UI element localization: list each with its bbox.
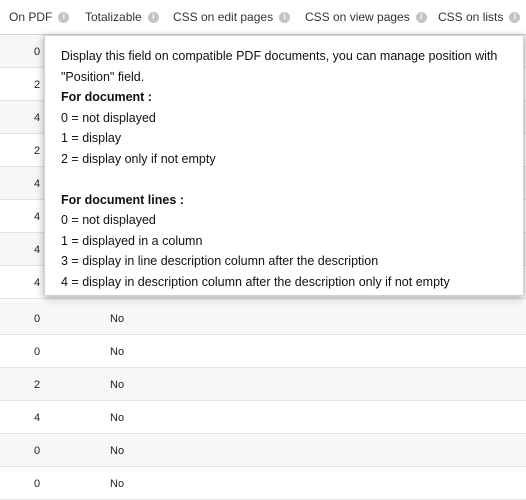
info-icon[interactable]: i xyxy=(58,12,69,23)
on-pdf-value: 0 xyxy=(34,444,41,457)
header-totalizable[interactable] xyxy=(85,0,159,34)
tooltip-document-item: 2 = display only if not empty xyxy=(61,151,216,166)
tooltip-document-item: 0 = not displayed xyxy=(61,110,156,125)
tooltip-document-item: 1 = display xyxy=(61,131,122,145)
header-on-pdf[interactable] xyxy=(9,0,69,34)
on-pdf-value: 4 xyxy=(34,177,41,190)
on-pdf-value: 0 xyxy=(34,45,41,58)
on-pdf-value: 4 xyxy=(34,210,41,223)
info-icon[interactable]: i xyxy=(509,12,520,23)
on-pdf-value: 4 xyxy=(34,111,41,124)
table-row xyxy=(0,302,526,335)
tooltip-lines-item: 3 = display in line description column after the description xyxy=(61,254,379,268)
header-css-edit[interactable] xyxy=(173,0,290,34)
tooltip-document-heading: For document : xyxy=(61,90,152,104)
totalizable-value: No xyxy=(110,378,125,391)
totalizable-value: No xyxy=(110,444,125,457)
tooltip-lines-heading: For document lines : xyxy=(61,192,184,207)
tooltip-intro: Display this field on compatible PDF documents, you can manage position with "Position" field. xyxy=(61,49,498,84)
table-header xyxy=(0,0,526,35)
tooltip-lines-item: 4 = display in description column after the description only if not empty xyxy=(61,274,450,289)
on-pdf-value: 4 xyxy=(34,243,41,256)
on-pdf-value: 2 xyxy=(34,78,41,91)
totalizable-value: No xyxy=(110,345,125,358)
header-css-lists[interactable] xyxy=(438,0,520,34)
totalizable-value: No xyxy=(110,477,125,490)
table-row xyxy=(0,467,526,500)
table-row xyxy=(0,434,526,467)
on-pdf-value: 0 xyxy=(34,477,41,490)
header-css-view-label: CSS on view pages xyxy=(305,10,410,24)
on-pdf-value: 4 xyxy=(34,411,41,424)
table-row xyxy=(0,368,526,401)
on-pdf-value: 2 xyxy=(34,378,41,391)
totalizable-value: No xyxy=(110,312,125,325)
header-css-view[interactable] xyxy=(305,0,427,34)
tooltip-lines-item: 1 = displayed in a column xyxy=(61,233,203,248)
on-pdf-value: 2 xyxy=(34,144,41,157)
on-pdf-value: 4 xyxy=(34,276,41,289)
table-row xyxy=(0,335,526,368)
info-icon[interactable]: i xyxy=(416,12,427,23)
info-icon[interactable]: i xyxy=(279,12,290,23)
header-on-pdf-label: On PDF xyxy=(9,10,53,24)
on-pdf-value: 0 xyxy=(34,345,41,358)
info-icon[interactable]: i xyxy=(148,12,159,23)
header-css-lists-label: CSS on lists xyxy=(438,10,504,24)
table-row xyxy=(0,401,526,434)
tooltip-spacer xyxy=(61,169,511,190)
header-css-edit-label: CSS on edit pages xyxy=(173,10,274,24)
on-pdf-value: 0 xyxy=(34,312,41,325)
totalizable-value: No xyxy=(110,411,125,424)
header-totalizable-label: Totalizable xyxy=(85,10,142,24)
on-pdf-help-tooltip xyxy=(44,35,524,296)
tooltip-lines-item: 0 = not displayed xyxy=(61,213,156,227)
